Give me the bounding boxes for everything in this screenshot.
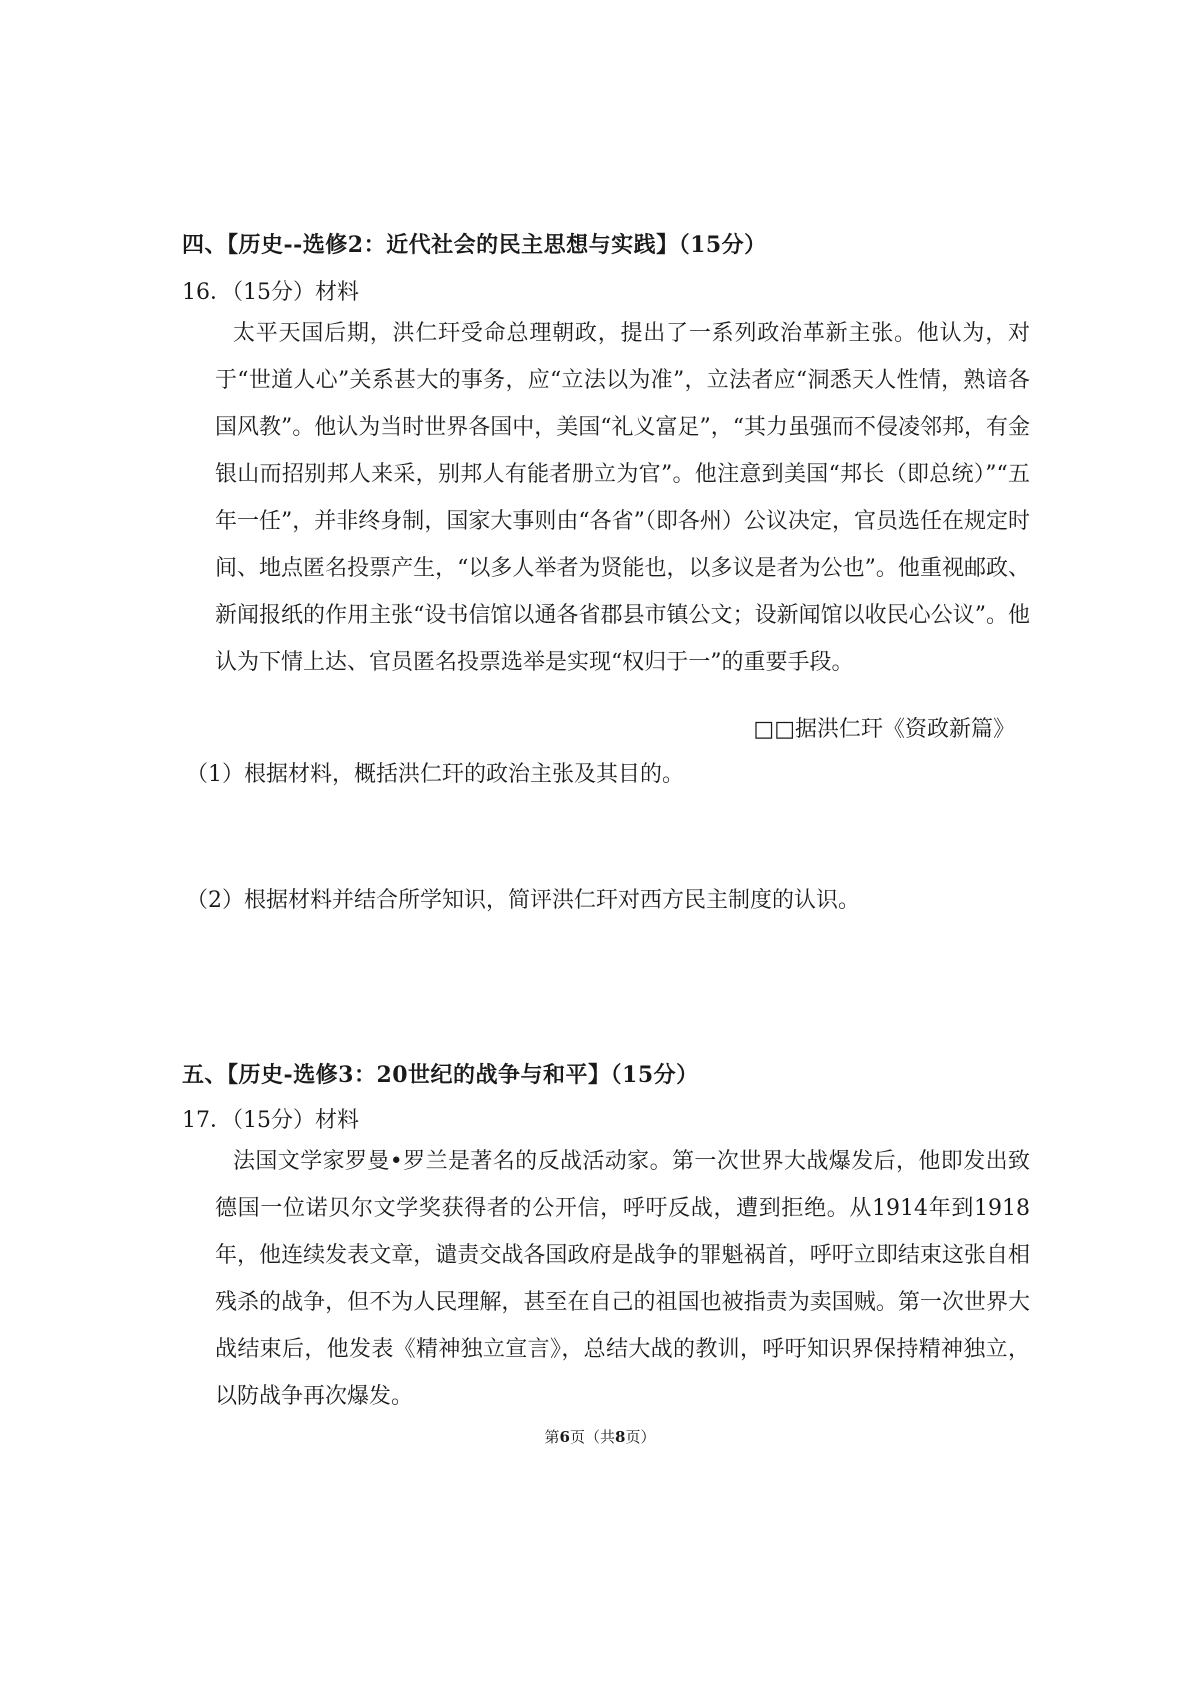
question-17-material: 法国文学家罗曼•罗兰是著名的反战活动家。第一次世界大战爆发后，他即发出致德国一位诺贝尔文学奖获得者的公开信，呼吁反战，遭到拒绝。从1914年到1918年，他连续发表文章，谴责交战各国政府是战争的罪魁祸首，呼吁立即结束这张自相残杀的战争，但不为人民理解，甚至在自己的祖国也被指责为卖国贼。第一次世界大战结束后，他发表《精神独立宣言》，总结大战的教训，呼吁知识界保持精神独立，以防战争再次爆发。 [215,1149,1030,1409]
footer-total-pages: 8 [615,1428,626,1446]
question-16-material: 太平天国后期，洪仁玕受命总理朝政，提出了一系列政治革新主张。他认为，对于“世道人心”关系甚大的事务，应“立法以为准”，立法者应“洞悉天人性情，熟谙各国风教”。他认为当时世界各国中，美国“礼义富足”，“其力虽强而不侵凌邻邦，有金银山而招别邦人来采，别邦人有能者册立为官”。他注意到美国“邦长（即总统）”“五年一任”，并非终身制，国家大事则由“各省”（即各州）公议决定，官员选任在规定时间、地点匿名投票产生，“以多人举者为贤能也，以多议是者为公也”。他重视邮政、新闻报纸的作用主张“设书信馆以通各省郡县市镇公文；设新闻馆以收民心公议”。他认为下情上达、官员匿名投票选举是实现“权归于一”的重要手段。 [215,321,1030,675]
footer-middle: 页（共 [569,1428,615,1446]
footer-prefix: 第 [544,1428,560,1446]
question-16-sub-2: （2）根据材料并结合所学知识，简评洪仁玕对西方民主制度的认识。 [186,888,860,913]
footer-page-number: 6 [559,1428,570,1446]
question-16-source: □□据洪仁玕《资政新篇》 [753,717,1015,742]
footer-suffix: 页） [625,1428,656,1446]
question-16-number: 16．（15分）材料 [182,280,359,305]
section-4-heading: 四、【历史--选修2：近代社会的民主思想与实践】（15分） [182,232,767,258]
question-16-sub-1: （1）根据材料，概括洪仁玕的政治主张及其目的。 [186,762,684,787]
page-footer [0,1426,1200,1447]
section-5-heading: 五、【历史-选修3：20世纪的战争与和平】（15分） [182,1062,699,1088]
question-17-number: 17．（15分）材料 [182,1108,359,1133]
